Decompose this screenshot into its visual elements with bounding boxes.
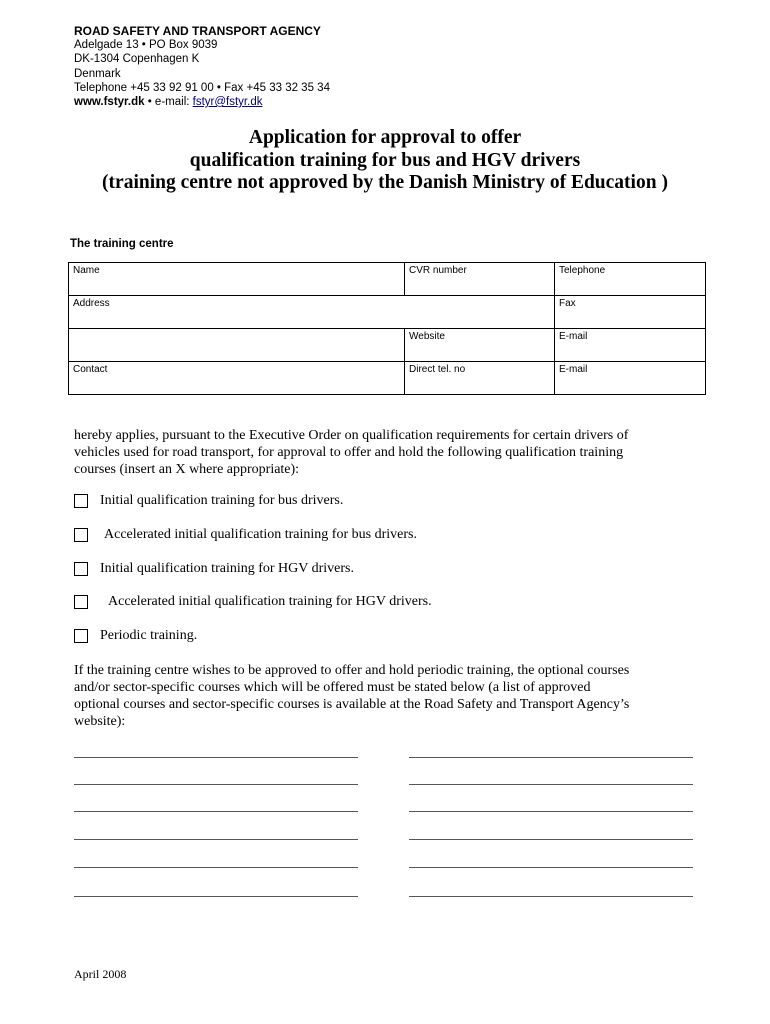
agency-address-line-2: DK-1304 Copenhagen K: [74, 53, 200, 66]
email-prefix: • e-mail:: [144, 96, 193, 109]
direct-tel-field[interactable]: [405, 362, 555, 395]
address-continuation-field[interactable]: [69, 329, 405, 362]
course-entry-line-left-1[interactable]: [74, 757, 358, 758]
training-centre-heading: The training centre: [70, 238, 174, 250]
title-line-3: (training centre not approved by the Danish Ministry of Education ): [102, 172, 668, 193]
contact-email-label: E-mail: [559, 364, 588, 375]
agency-name: ROAD SAFETY AND TRANSPORT AGENCY: [74, 24, 321, 38]
periodic-line-1: If the training centre wishes to be approved to offer and hold periodic training, the optional courses: [74, 663, 630, 678]
periodic-instructions: [74, 662, 714, 730]
course-entry-line-right-2[interactable]: [409, 784, 693, 785]
agency-address-line-1: Adelgade 13 • PO Box 9039: [74, 39, 218, 52]
cvr-field[interactable]: [405, 263, 555, 296]
course-entry-line-left-4[interactable]: [74, 839, 358, 840]
periodic-line-3: optional courses and sector-specific courses is available at the Road Safety and Transport Agency’s: [74, 697, 630, 712]
course-entry-line-left-3[interactable]: [74, 811, 358, 812]
contact-field[interactable]: [69, 362, 405, 395]
checkbox-initial-hgv[interactable]: [74, 562, 88, 576]
periodic-line-4: website):: [74, 714, 126, 729]
option-accelerated-hgv-label: Accelerated initial qualification training for HGV drivers.: [108, 594, 432, 609]
periodic-line-2: and/or sector-specific courses which will be offered must be stated below (a list of approved: [74, 680, 591, 695]
training-centre-table: [68, 262, 706, 395]
fax-label: Fax: [559, 298, 576, 309]
course-entry-line-right-1[interactable]: [409, 757, 693, 758]
course-entry-line-right-3[interactable]: [409, 811, 693, 812]
course-entry-line-left-2[interactable]: [74, 784, 358, 785]
option-periodic-label: Periodic training.: [100, 628, 198, 643]
agency-web-email: [74, 95, 330, 109]
checkbox-accelerated-hgv[interactable]: [74, 595, 88, 609]
name-field[interactable]: [69, 263, 405, 296]
agency-country: Denmark: [74, 67, 121, 80]
option-accelerated-bus-label: Accelerated initial qualification training for bus drivers.: [104, 527, 417, 542]
cvr-label: CVR number: [409, 265, 467, 276]
footer-date: April 2008: [74, 967, 127, 981]
direct-tel-label: Direct tel. no: [409, 364, 466, 375]
letterhead: [74, 24, 330, 109]
application-statement: [74, 427, 714, 478]
address-label: Address: [73, 298, 110, 309]
page-title: [0, 127, 770, 195]
website-field[interactable]: [405, 329, 555, 362]
agency-website-link[interactable]: www.fstyr.dk: [74, 96, 145, 109]
telephone-field[interactable]: [555, 263, 706, 296]
application-line-3: courses (insert an X where appropriate):: [74, 462, 300, 477]
course-entry-line-right-5[interactable]: [409, 867, 693, 868]
checkbox-accelerated-bus[interactable]: [74, 528, 88, 542]
fax-field[interactable]: [555, 296, 706, 329]
application-line-1: hereby applies, pursuant to the Executive Order on qualification requirements for certain drivers of: [74, 428, 629, 443]
telephone-label: Telephone: [559, 265, 606, 276]
course-entry-line-left-5[interactable]: [74, 867, 358, 868]
email-field[interactable]: [555, 329, 706, 362]
checkbox-periodic[interactable]: [74, 629, 88, 643]
application-line-2: vehicles used for road transport, for approval to offer and hold the following qualification training: [74, 445, 624, 460]
website-label: Website: [409, 331, 445, 342]
course-entry-line-left-6[interactable]: [74, 896, 358, 897]
agency-email-link[interactable]: fstyr@fstyr.dk: [192, 96, 263, 109]
title-line-2: qualification training for bus and HGV drivers: [189, 149, 581, 171]
agency-phone-fax: Telephone +45 33 92 91 00 • Fax +45 33 32 35 34: [74, 81, 330, 94]
course-entry-line-right-6[interactable]: [409, 896, 693, 897]
name-label: Name: [73, 265, 100, 276]
title-line-1: Application for approval to offer: [248, 127, 522, 148]
option-initial-bus-label: Initial qualification training for bus drivers.: [100, 493, 344, 508]
course-entry-line-right-4[interactable]: [409, 839, 693, 840]
address-field[interactable]: [69, 296, 555, 329]
option-initial-hgv-label: Initial qualification training for HGV drivers.: [100, 561, 355, 576]
contact-label: Contact: [73, 364, 108, 375]
checkbox-initial-bus[interactable]: [74, 494, 88, 508]
contact-email-field[interactable]: [555, 362, 706, 395]
email-label: E-mail: [559, 331, 588, 342]
